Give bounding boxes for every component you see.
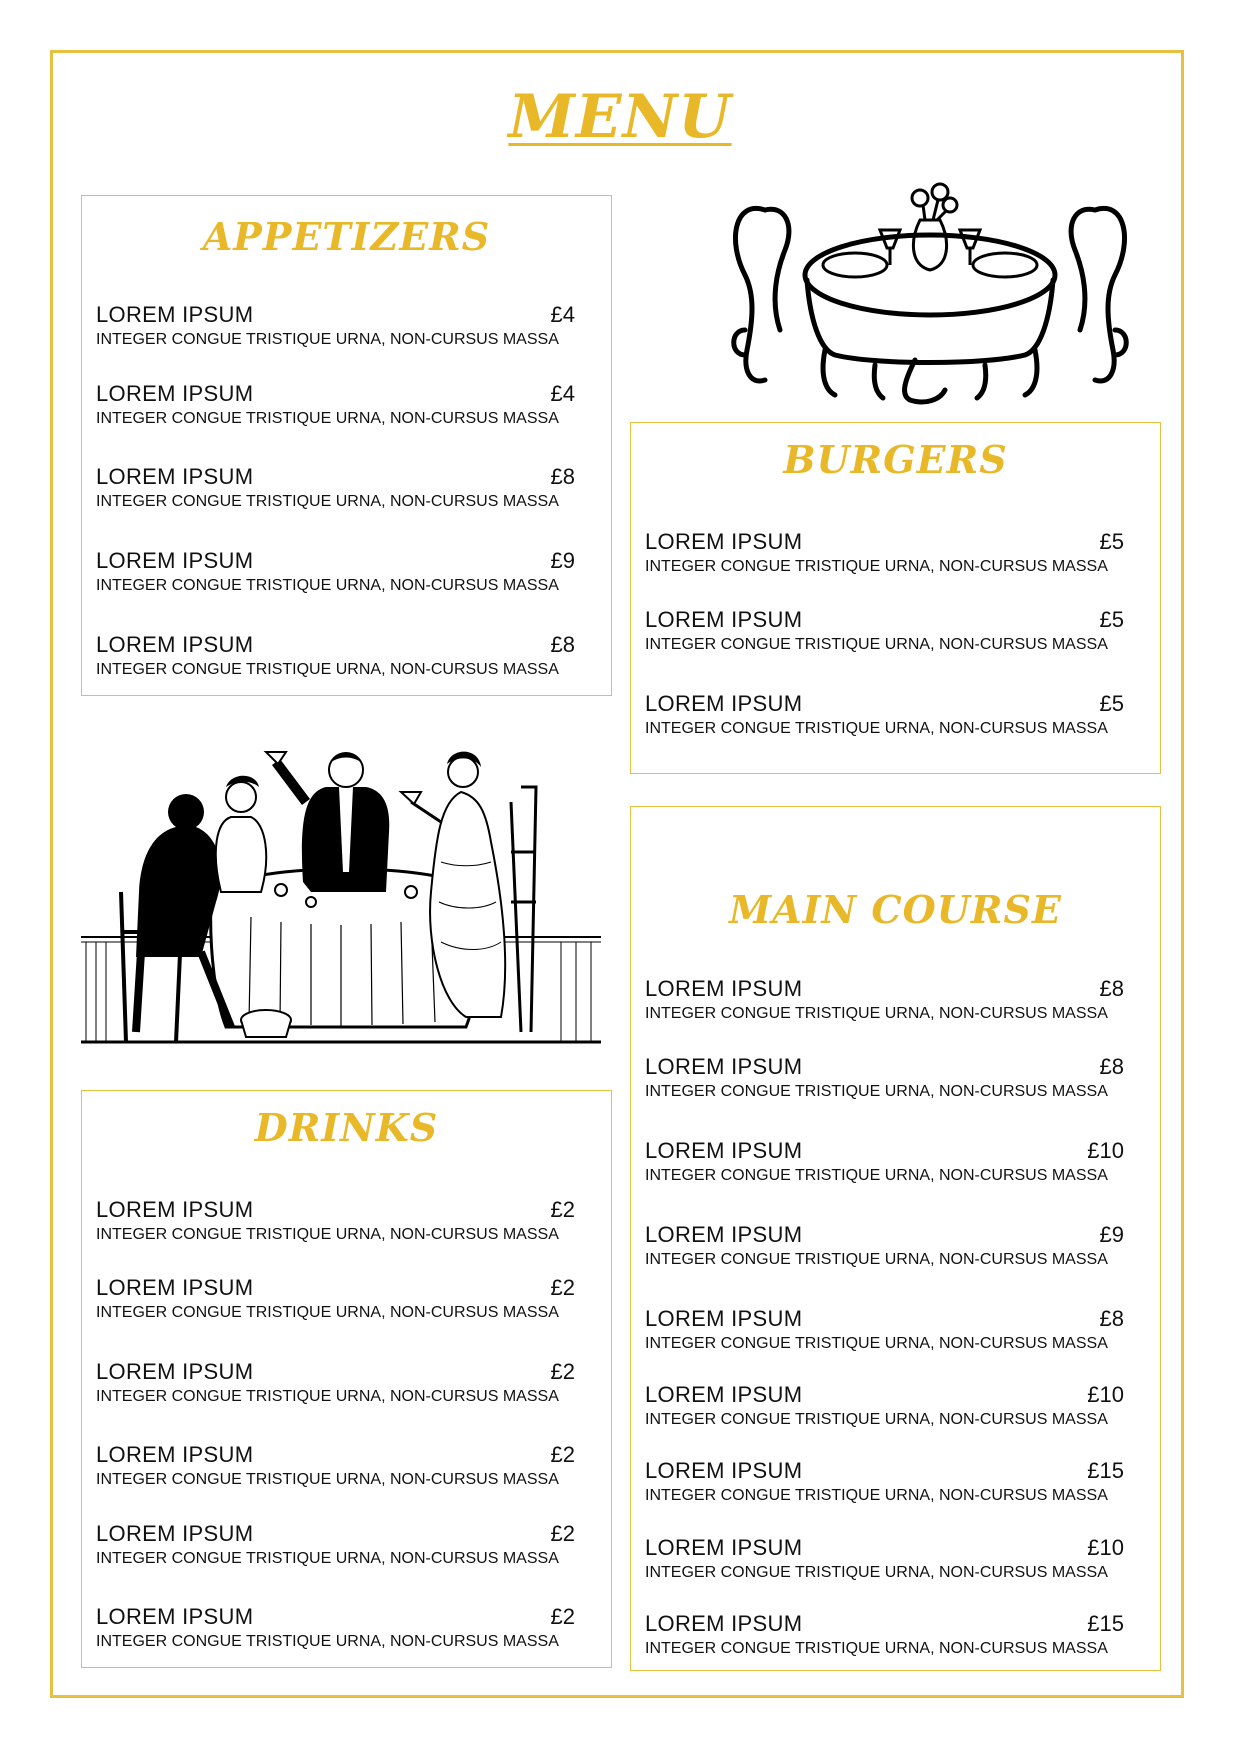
menu-item (96, 1197, 597, 1253)
menu-item (96, 632, 597, 688)
item-price: £9 (550, 548, 575, 573)
item-name: LOREM IPSUM (645, 607, 803, 632)
item-name: LOREM IPSUM (645, 1458, 803, 1483)
item-price: £2 (550, 1521, 575, 1546)
item-name: LOREM IPSUM (96, 548, 254, 573)
drinks-heading: DRINKS (254, 1105, 439, 1150)
burgers-section (630, 422, 1161, 774)
item-description: INTEGER CONGUE TRISTIQUE URNA, NON-CURSUS MASSA (96, 1550, 559, 1567)
item-description: INTEGER CONGUE TRISTIQUE URNA, NON-CURSUS MASSA (96, 1633, 559, 1650)
main-course-section (630, 806, 1161, 1671)
page-title: MENU (508, 82, 732, 152)
item-description: INTEGER CONGUE TRISTIQUE URNA, NON-CURSUS MASSA (96, 1388, 559, 1405)
item-price: £8 (1099, 976, 1124, 1001)
menu-item (645, 691, 1146, 747)
main-course-heading: MAIN COURSE (729, 887, 1062, 932)
item-description: INTEGER CONGUE TRISTIQUE URNA, NON-CURSUS MASSA (96, 661, 559, 678)
item-price: £2 (550, 1197, 575, 1222)
item-description: INTEGER CONGUE TRISTIQUE URNA, NON-CURSUS MASSA (645, 1005, 1108, 1022)
item-name: LOREM IPSUM (645, 1054, 803, 1079)
item-price: £4 (550, 381, 575, 406)
menu-item (645, 1138, 1146, 1194)
item-description: INTEGER CONGUE TRISTIQUE URNA, NON-CURSUS MASSA (645, 558, 1108, 575)
item-description: INTEGER CONGUE TRISTIQUE URNA, NON-CURSUS MASSA (96, 410, 559, 427)
item-price: £2 (550, 1275, 575, 1300)
item-name: LOREM IPSUM (645, 1611, 803, 1636)
item-description: INTEGER CONGUE TRISTIQUE URNA, NON-CURSUS MASSA (96, 1226, 559, 1243)
item-description: INTEGER CONGUE TRISTIQUE URNA, NON-CURSUS MASSA (645, 1251, 1108, 1268)
item-price: £8 (1099, 1054, 1124, 1079)
burgers-heading: BURGERS (783, 437, 1008, 482)
item-name: LOREM IPSUM (96, 1197, 254, 1222)
appetizers-section (81, 195, 612, 696)
item-description: INTEGER CONGUE TRISTIQUE URNA, NON-CURSUS MASSA (645, 720, 1108, 737)
menu-item (96, 1442, 597, 1498)
menu-item (645, 1535, 1146, 1591)
item-price: £2 (550, 1604, 575, 1629)
menu-item (96, 1521, 597, 1577)
item-name: LOREM IPSUM (645, 1535, 803, 1560)
item-description: INTEGER CONGUE TRISTIQUE URNA, NON-CURSUS MASSA (645, 1167, 1108, 1184)
dining-table-illustration (725, 180, 1135, 410)
item-name: LOREM IPSUM (96, 381, 254, 406)
item-price: £8 (1099, 1306, 1124, 1331)
item-name: LOREM IPSUM (645, 1306, 803, 1331)
item-name: LOREM IPSUM (645, 1382, 803, 1407)
item-description: INTEGER CONGUE TRISTIQUE URNA, NON-CURSUS MASSA (96, 493, 559, 510)
menu-item (645, 1222, 1146, 1278)
menu-item (96, 1359, 597, 1415)
item-price: £2 (550, 1359, 575, 1384)
item-description: INTEGER CONGUE TRISTIQUE URNA, NON-CURSUS MASSA (96, 1471, 559, 1488)
menu-item (645, 1382, 1146, 1438)
item-name: LOREM IPSUM (96, 1442, 254, 1467)
item-description: INTEGER CONGUE TRISTIQUE URNA, NON-CURSUS MASSA (96, 577, 559, 594)
menu-item (645, 1306, 1146, 1362)
menu-item (645, 607, 1146, 663)
item-description: INTEGER CONGUE TRISTIQUE URNA, NON-CURSUS MASSA (645, 1487, 1108, 1504)
item-description: INTEGER CONGUE TRISTIQUE URNA, NON-CURSUS MASSA (645, 636, 1108, 653)
item-price: £5 (1099, 529, 1124, 554)
item-price: £8 (550, 464, 575, 489)
item-price: £10 (1087, 1138, 1124, 1163)
item-description: INTEGER CONGUE TRISTIQUE URNA, NON-CURSUS MASSA (645, 1411, 1108, 1428)
item-name: LOREM IPSUM (645, 976, 803, 1001)
menu-item (96, 302, 597, 358)
item-name: LOREM IPSUM (96, 464, 254, 489)
item-name: LOREM IPSUM (645, 1138, 803, 1163)
menu-item (645, 1458, 1146, 1514)
menu-item (96, 548, 597, 604)
item-description: INTEGER CONGUE TRISTIQUE URNA, NON-CURSUS MASSA (645, 1083, 1108, 1100)
item-description: INTEGER CONGUE TRISTIQUE URNA, NON-CURSUS MASSA (96, 1304, 559, 1321)
item-description: INTEGER CONGUE TRISTIQUE URNA, NON-CURSUS MASSA (645, 1564, 1108, 1581)
item-price: £15 (1087, 1458, 1124, 1483)
item-price: £5 (1099, 607, 1124, 632)
item-name: LOREM IPSUM (645, 691, 803, 716)
item-name: LOREM IPSUM (645, 529, 803, 554)
item-name: LOREM IPSUM (96, 1521, 254, 1546)
menu-item (96, 464, 597, 520)
item-price: £9 (1099, 1222, 1124, 1247)
item-name: LOREM IPSUM (96, 1275, 254, 1300)
item-price: £15 (1087, 1611, 1124, 1636)
item-price: £4 (550, 302, 575, 327)
item-name: LOREM IPSUM (645, 1222, 803, 1247)
item-description: INTEGER CONGUE TRISTIQUE URNA, NON-CURSUS MASSA (645, 1335, 1108, 1352)
appetizers-heading: APPETIZERS (202, 214, 491, 259)
item-name: LOREM IPSUM (96, 1359, 254, 1384)
item-price: £8 (550, 632, 575, 657)
item-price: £2 (550, 1442, 575, 1467)
menu-item (645, 976, 1146, 1032)
menu-item (645, 529, 1146, 585)
item-name: LOREM IPSUM (96, 302, 254, 327)
menu-item (645, 1054, 1146, 1110)
menu-item (96, 1604, 597, 1660)
item-name: LOREM IPSUM (96, 632, 254, 657)
menu-item (96, 381, 597, 437)
menu-item (645, 1611, 1146, 1667)
diners-toast-illustration (81, 742, 601, 1050)
item-price: £10 (1087, 1535, 1124, 1560)
item-price: £10 (1087, 1382, 1124, 1407)
item-name: LOREM IPSUM (96, 1604, 254, 1629)
menu-item (96, 1275, 597, 1331)
item-price: £5 (1099, 691, 1124, 716)
item-description: INTEGER CONGUE TRISTIQUE URNA, NON-CURSUS MASSA (645, 1640, 1108, 1657)
item-description: INTEGER CONGUE TRISTIQUE URNA, NON-CURSUS MASSA (96, 331, 559, 348)
drinks-section (81, 1090, 612, 1668)
